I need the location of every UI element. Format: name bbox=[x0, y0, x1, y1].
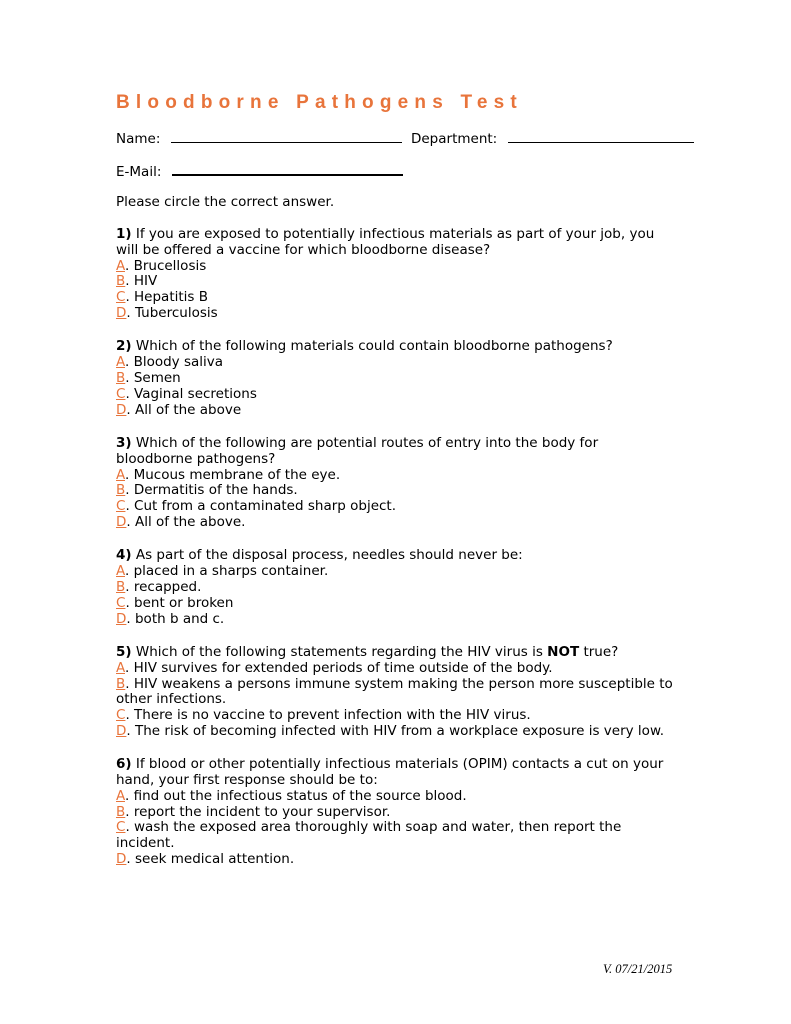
option-text: . Dermatitis of the hands. bbox=[125, 482, 298, 499]
option-letter[interactable]: C bbox=[116, 819, 126, 836]
answer-option-a[interactable] bbox=[116, 661, 676, 677]
option-text: . All of the above bbox=[126, 401, 242, 418]
option-text: . seek medical attention. bbox=[126, 851, 295, 868]
option-text: . Mucous membrane of the eye. bbox=[125, 466, 341, 483]
question-list bbox=[116, 227, 676, 885]
answer-option-a[interactable] bbox=[116, 564, 676, 580]
option-text: . All of the above. bbox=[126, 513, 246, 530]
option-text: . There is no vaccine to prevent infection with the HIV virus. bbox=[125, 707, 531, 724]
option-letter[interactable]: D bbox=[116, 513, 127, 530]
name-label: Name: bbox=[116, 131, 161, 147]
answer-option-c[interactable] bbox=[116, 708, 676, 724]
option-text: . HIV survives for extended periods of time outside of the body. bbox=[125, 659, 553, 676]
answer-option-a[interactable] bbox=[116, 468, 676, 484]
option-text: . Brucellosis bbox=[125, 257, 207, 274]
question-6 bbox=[116, 757, 676, 868]
answer-option-c[interactable] bbox=[116, 596, 676, 612]
option-letter[interactable]: C bbox=[116, 594, 126, 611]
page-title: Bloodborne Pathogens Test bbox=[116, 92, 523, 113]
answer-option-c[interactable] bbox=[116, 820, 676, 852]
option-text: . Tuberculosis bbox=[126, 304, 218, 321]
question-text bbox=[116, 339, 676, 355]
question-prompt: Which of the following materials could contain bloodborne pathogens? bbox=[135, 338, 613, 355]
answer-option-a[interactable] bbox=[116, 259, 676, 275]
option-letter[interactable]: A bbox=[116, 563, 125, 580]
answer-option-b[interactable] bbox=[116, 371, 676, 387]
option-letter[interactable]: C bbox=[116, 385, 126, 402]
option-letter[interactable]: C bbox=[116, 707, 126, 724]
option-letter[interactable]: B bbox=[116, 273, 126, 290]
answer-option-a[interactable] bbox=[116, 355, 676, 371]
option-letter[interactable]: B bbox=[116, 578, 126, 595]
option-letter[interactable]: A bbox=[116, 257, 125, 274]
option-text: . bent or broken bbox=[125, 594, 234, 611]
question-prompt: Which of the following statements regarding the HIV virus is bbox=[135, 643, 548, 660]
question-number: 1) bbox=[116, 226, 132, 242]
answer-option-b[interactable] bbox=[116, 483, 676, 499]
question-text bbox=[116, 757, 676, 789]
question-4 bbox=[116, 548, 676, 627]
question-prompt-end: true? bbox=[579, 643, 619, 660]
option-letter[interactable]: B bbox=[116, 482, 126, 499]
option-text: . recapped. bbox=[125, 578, 202, 595]
question-number: 4) bbox=[116, 547, 132, 564]
question-prompt: As part of the disposal process, needles should never be: bbox=[135, 547, 523, 564]
option-letter[interactable]: C bbox=[116, 498, 126, 515]
option-letter[interactable]: D bbox=[116, 304, 127, 321]
option-text: . Hepatitis B bbox=[125, 289, 208, 306]
option-letter[interactable]: A bbox=[116, 659, 125, 676]
question-text bbox=[116, 436, 676, 468]
option-letter[interactable]: B bbox=[116, 803, 126, 820]
answer-option-c[interactable] bbox=[116, 499, 676, 515]
question-5 bbox=[116, 645, 676, 740]
answer-option-d[interactable] bbox=[116, 852, 676, 868]
answer-option-b[interactable] bbox=[116, 677, 676, 709]
question-number: 6) bbox=[116, 756, 132, 773]
answer-option-d[interactable] bbox=[116, 612, 676, 628]
answer-option-b[interactable] bbox=[116, 805, 676, 821]
answer-option-c[interactable] bbox=[116, 387, 676, 403]
option-text: . find out the infectious status of the source blood. bbox=[125, 787, 467, 804]
instructions: Please circle the correct answer. bbox=[116, 194, 335, 210]
option-text: . Semen bbox=[125, 369, 181, 386]
option-text: . HIV bbox=[125, 273, 158, 290]
version-date: V. 07/21/2015 bbox=[603, 962, 673, 976]
question-number: 5) bbox=[116, 643, 132, 660]
question-3 bbox=[116, 436, 676, 531]
option-letter[interactable]: C bbox=[116, 289, 126, 306]
option-text: . placed in a sharps container. bbox=[125, 563, 329, 580]
answer-option-b[interactable] bbox=[116, 580, 676, 596]
answer-option-d[interactable] bbox=[116, 403, 676, 419]
option-letter[interactable]: D bbox=[116, 401, 127, 418]
option-text: . wash the exposed area thoroughly with soap and water, then report the incident. bbox=[116, 819, 622, 852]
question-number: 3) bbox=[116, 434, 132, 451]
question-number: 2) bbox=[116, 338, 132, 355]
answer-option-b[interactable] bbox=[116, 274, 676, 290]
option-text: . Cut from a contaminated sharp object. bbox=[125, 498, 397, 515]
email-label: E-Mail: bbox=[116, 164, 162, 180]
question-prompt: If blood or other potentially infectious materials (OPIM) contacts a cut on your hand, your first response should be to: bbox=[116, 756, 664, 789]
option-letter[interactable]: D bbox=[116, 722, 127, 739]
answer-option-a[interactable] bbox=[116, 789, 676, 805]
answer-option-c[interactable] bbox=[116, 290, 676, 306]
option-letter[interactable]: D bbox=[116, 851, 127, 868]
option-letter[interactable]: B bbox=[116, 675, 126, 692]
question-text bbox=[116, 227, 676, 259]
email-row bbox=[116, 160, 403, 180]
option-letter[interactable]: A bbox=[116, 466, 125, 483]
option-letter[interactable]: D bbox=[116, 610, 127, 627]
name-field[interactable] bbox=[171, 128, 402, 143]
answer-option-d[interactable] bbox=[116, 724, 676, 740]
option-text: . HIV weakens a persons immune system making the person more susceptible to other infections. bbox=[116, 675, 673, 708]
department-field[interactable] bbox=[508, 128, 694, 143]
question-emphasis: NOT bbox=[547, 643, 580, 660]
option-letter[interactable]: B bbox=[116, 369, 126, 386]
option-text: . Vaginal secretions bbox=[125, 385, 257, 402]
email-field[interactable] bbox=[172, 160, 403, 176]
name-department-row bbox=[116, 128, 694, 147]
question-1 bbox=[116, 227, 676, 322]
question-text bbox=[116, 645, 676, 661]
question-text bbox=[116, 548, 676, 564]
answer-option-d[interactable] bbox=[116, 515, 676, 531]
option-letter[interactable]: A bbox=[116, 354, 125, 371]
option-text: . both b and c. bbox=[126, 610, 225, 627]
option-text: . report the incident to your supervisor. bbox=[125, 803, 391, 820]
answer-option-d[interactable] bbox=[116, 306, 676, 322]
question-prompt: If you are exposed to potentially infectious materials as part of your job, you will be offered a vaccine for which bloodborne disease? bbox=[116, 226, 655, 258]
option-text: . The risk of becoming infected with HIV from a workplace exposure is very low. bbox=[126, 722, 665, 739]
option-letter[interactable]: A bbox=[116, 787, 125, 804]
question-2 bbox=[116, 339, 676, 418]
department-label: Department: bbox=[410, 131, 498, 147]
option-text: . Bloody saliva bbox=[125, 354, 224, 371]
question-prompt: Which of the following are potential routes of entry into the body for bloodborne pathogens? bbox=[116, 434, 599, 467]
